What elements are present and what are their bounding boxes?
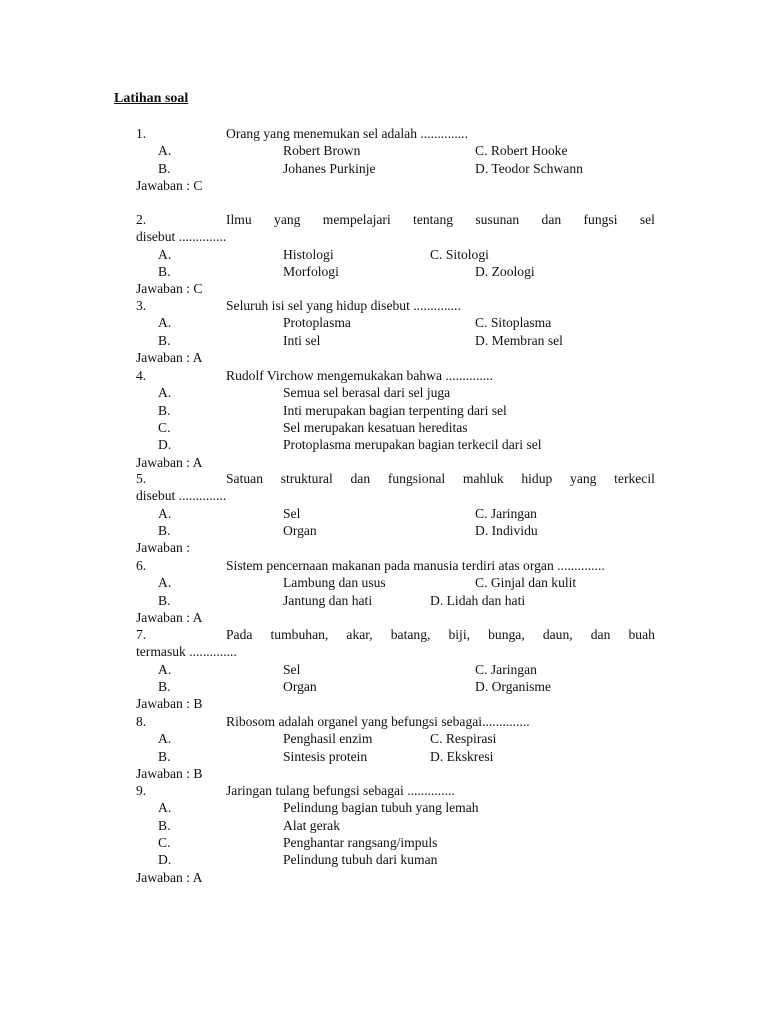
option-text-right: D. Teodor Schwann: [475, 160, 583, 176]
question-text-line-2: termasuk ..............: [136, 644, 237, 660]
option-text: Morfologi: [283, 264, 339, 280]
question-text: Orang yang menemukan sel adalah ..............: [226, 126, 468, 141]
option-letter: A.: [158, 661, 172, 677]
option-text: Pelindung bagian tubuh yang lemah: [283, 800, 479, 816]
answer-key: Jawaban : A: [136, 869, 203, 885]
option-letter: A.: [158, 385, 172, 401]
option-text-right: D. Zoologi: [475, 264, 535, 280]
option-text: Histologi: [283, 246, 334, 262]
question-word: terkecil: [614, 471, 655, 486]
question-word: mempelajari: [322, 212, 391, 227]
option-letter: C.: [158, 835, 171, 851]
option-text-right: C. Respirasi: [430, 731, 497, 747]
question-word: tumbuhan,: [270, 627, 329, 642]
option-text: Sel merupakan kesatuan hereditas: [283, 420, 468, 436]
option-text: Lambung dan usus: [283, 575, 386, 591]
question-word: hidup: [521, 471, 553, 486]
answer-key: Jawaban : B: [136, 766, 203, 782]
option-text-right: C. Sitologi: [430, 246, 489, 262]
question-number: 2.: [136, 212, 147, 227]
option-text-right: C. Robert Hooke: [475, 143, 568, 159]
page-title: Latihan soal: [114, 91, 189, 106]
option-text: Alat gerak: [283, 817, 340, 833]
option-text: Organ: [283, 679, 317, 695]
option-letter: A.: [158, 143, 172, 159]
option-text: Penghantar rangsang/impuls: [283, 835, 438, 851]
option-letter: B.: [158, 402, 171, 418]
option-letter: A.: [158, 315, 172, 331]
question-word: fungsional: [387, 471, 446, 486]
question-text-line-1: [226, 470, 655, 488]
question-text: Jaringan tulang befungsi sebagai ..............: [226, 783, 455, 798]
answer-key: Jawaban : C: [136, 178, 203, 194]
question-text-line-1: [226, 626, 655, 644]
question-word: fungsi: [583, 212, 618, 227]
answer-key: Jawaban : B: [136, 696, 203, 712]
option-text: Protoplasma merupakan bagian terkecil dari sel: [283, 437, 542, 453]
question-word: daun,: [542, 627, 573, 642]
option-letter: D.: [158, 852, 172, 868]
option-letter: B.: [158, 679, 171, 695]
option-text-right: C. Ginjal dan kulit: [475, 575, 577, 591]
option-text: Sel: [283, 661, 301, 677]
option-text-right: C. Jaringan: [475, 661, 537, 677]
question-word: sel: [639, 212, 655, 227]
option-text: Inti sel: [283, 332, 321, 348]
option-text: Organ: [283, 523, 317, 539]
question-word: biji,: [448, 627, 471, 642]
question-word: bunga,: [488, 627, 525, 642]
question-word: yang: [274, 212, 301, 227]
question-word: dan: [350, 471, 371, 486]
question-word: struktural: [280, 471, 333, 486]
question-word: buah: [628, 627, 655, 642]
question-number: 9.: [136, 783, 147, 798]
option-text: Sel: [283, 505, 301, 521]
option-text-right: D. Ekskresi: [430, 748, 494, 764]
question-text-line-1: [226, 211, 655, 229]
question-word: tentang: [413, 212, 454, 227]
question-word: batang,: [390, 627, 431, 642]
option-letter: B.: [158, 523, 171, 539]
option-letter: A.: [158, 575, 172, 591]
option-text-right: C. Sitoplasma: [475, 315, 552, 331]
option-letter: A.: [158, 505, 172, 521]
option-text: Robert Brown: [283, 143, 361, 159]
option-letter: B.: [158, 332, 171, 348]
question-text: Ribosom adalah organel yang befungsi sebagai..............: [226, 714, 530, 729]
answer-key: Jawaban : A: [136, 350, 203, 366]
question-word: Ilmu: [226, 212, 252, 227]
option-text: Jantung dan hati: [283, 592, 373, 608]
question-number: 6.: [136, 558, 147, 573]
question-text-line-2: disebut ..............: [136, 229, 227, 245]
option-text: Semua sel berasal dari sel juga: [283, 385, 451, 401]
question-word: susunan: [475, 212, 520, 227]
option-text: Pelindung tubuh dari kuman: [283, 852, 438, 868]
option-letter: B.: [158, 748, 171, 764]
option-text: Inti merupakan bagian terpenting dari sel: [283, 402, 507, 418]
option-letter: B.: [158, 592, 171, 608]
answer-key: Jawaban : C: [136, 281, 203, 297]
answer-key: Jawaban : A: [136, 610, 203, 626]
question-word: dan: [590, 627, 611, 642]
question-word: dan: [541, 212, 562, 227]
question-text: Seluruh isi sel yang hidup disebut ..............: [226, 298, 461, 313]
option-text: Johanes Purkinje: [283, 160, 376, 176]
option-text-right: D. Individu: [475, 523, 538, 539]
option-letter: D.: [158, 437, 172, 453]
option-letter: A.: [158, 246, 172, 262]
option-letter: C.: [158, 420, 171, 436]
option-text: Sintesis protein: [283, 748, 368, 764]
question-text-line-2: disebut ..............: [136, 488, 227, 504]
option-letter: A.: [158, 800, 172, 816]
question-word: akar,: [346, 627, 373, 642]
option-text-right: C. Jaringan: [475, 505, 537, 521]
option-letter: B.: [158, 817, 171, 833]
option-text: Penghasil enzim: [283, 731, 373, 747]
option-letter: B.: [158, 264, 171, 280]
option-letter: A.: [158, 731, 172, 747]
question-number: 3.: [136, 298, 147, 313]
question-word: Pada: [226, 627, 253, 642]
question-word: yang: [570, 471, 597, 486]
question-number: 5.: [136, 471, 147, 486]
question-number: 4.: [136, 368, 147, 383]
option-text-right: D. Membran sel: [475, 332, 563, 348]
option-text-right: D. Organisme: [475, 679, 552, 695]
question-word: mahluk: [462, 471, 504, 486]
question-text: Rudolf Virchow mengemukakan bahwa ..............: [226, 368, 493, 383]
question-number: 7.: [136, 627, 147, 642]
option-letter: B.: [158, 160, 171, 176]
question-number: 1.: [136, 126, 147, 141]
answer-key: Jawaban : A: [136, 454, 203, 470]
question-number: 8.: [136, 714, 147, 729]
option-text-right: D. Lidah dan hati: [430, 592, 526, 608]
question-word: Satuan: [226, 471, 263, 486]
answer-key: Jawaban :: [136, 540, 190, 556]
option-text: Protoplasma: [283, 315, 351, 331]
question-text: Sistem pencernaan makanan pada manusia terdiri atas organ ..............: [226, 558, 605, 573]
